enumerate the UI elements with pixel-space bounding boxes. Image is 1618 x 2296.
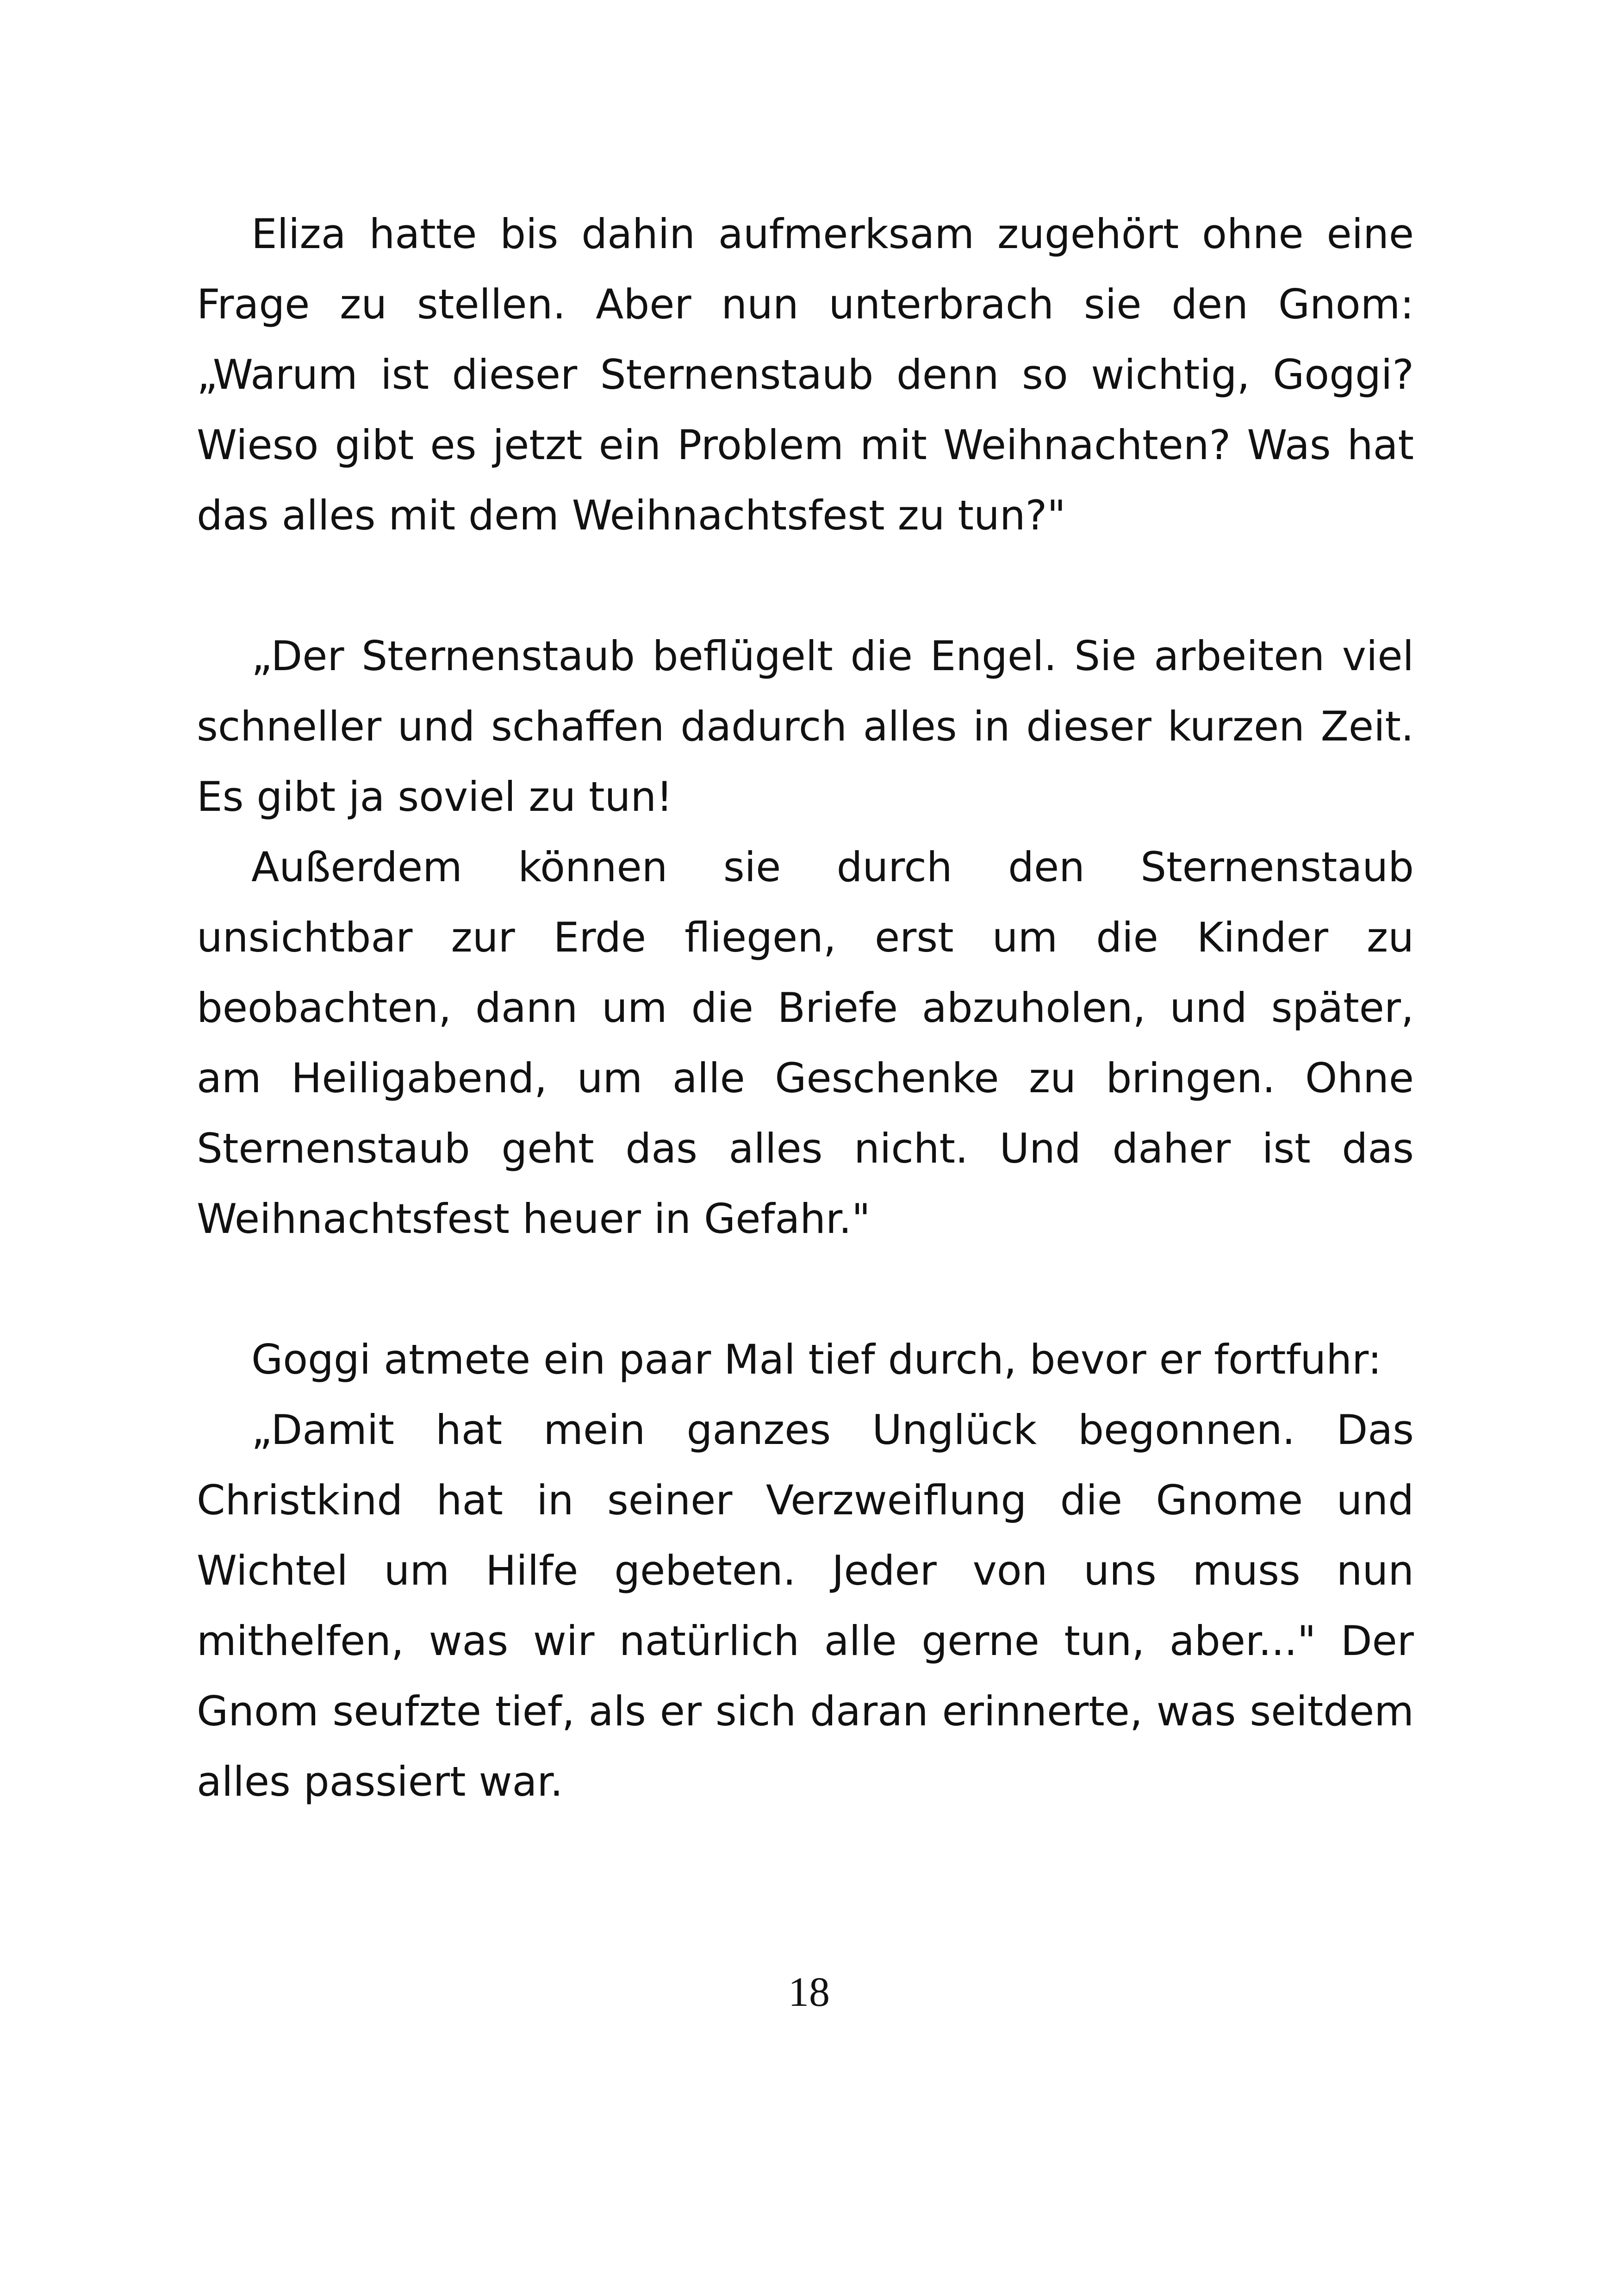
paragraph-damit-unglueck: „Damit hat mein ganzes Unglück begonnen. Das Christkind hat in seiner Verzweiflung die Gnome und Wichtel um Hilfe gebeten. Jeder von uns muss nun mithelfen, was wir natürlich alle gerne tun, aber..." Der Gnom seufzte tief, als er sich daran erinnerte, was seitdem alles passiert war. xyxy=(197,1406,1414,1805)
paragraph-gap xyxy=(197,551,1414,621)
paragraph-ausserdem: Außerdem können sie durch den Sternenstaub unsichtbar zur Erde fliegen, erst um die Kinder zu beobachten, dann um die Briefe abzuholen, und später, am Heiligabend, um alle Geschenke zu bringen. Ohne Sternenstaub geht das alles nicht. Und daher ist das Weihnachtsfest heuer in Gefahr." xyxy=(197,843,1414,1243)
body-text xyxy=(197,199,1414,1817)
paragraph-gap xyxy=(197,1254,1414,1325)
page-number: 18 xyxy=(788,1969,830,2015)
paragraph-eliza-question: Eliza hatte bis dahin aufmerksam zugehört ohne eine Frage zu stellen. Aber nun unterbrach sie den Gnom: „Warum ist dieser Sternenstaub denn so wichtig, Goggi? Wieso gibt es jetzt ein Problem mit Weihnachten? Was hat das alles mit dem Weihnachtsfest zu tun?" xyxy=(197,210,1414,539)
paragraph-goggi-atmete: Goggi atmete ein paar Mal tief durch, bevor er fortfuhr: xyxy=(251,1336,1382,1383)
paragraph-sternenstaub-engel: „Der Sternenstaub beflügelt die Engel. Sie arbeiten viel schneller und schaffen dadurch alles in dieser kurzen Zeit. Es gibt ja soviel zu tun! xyxy=(197,632,1414,821)
